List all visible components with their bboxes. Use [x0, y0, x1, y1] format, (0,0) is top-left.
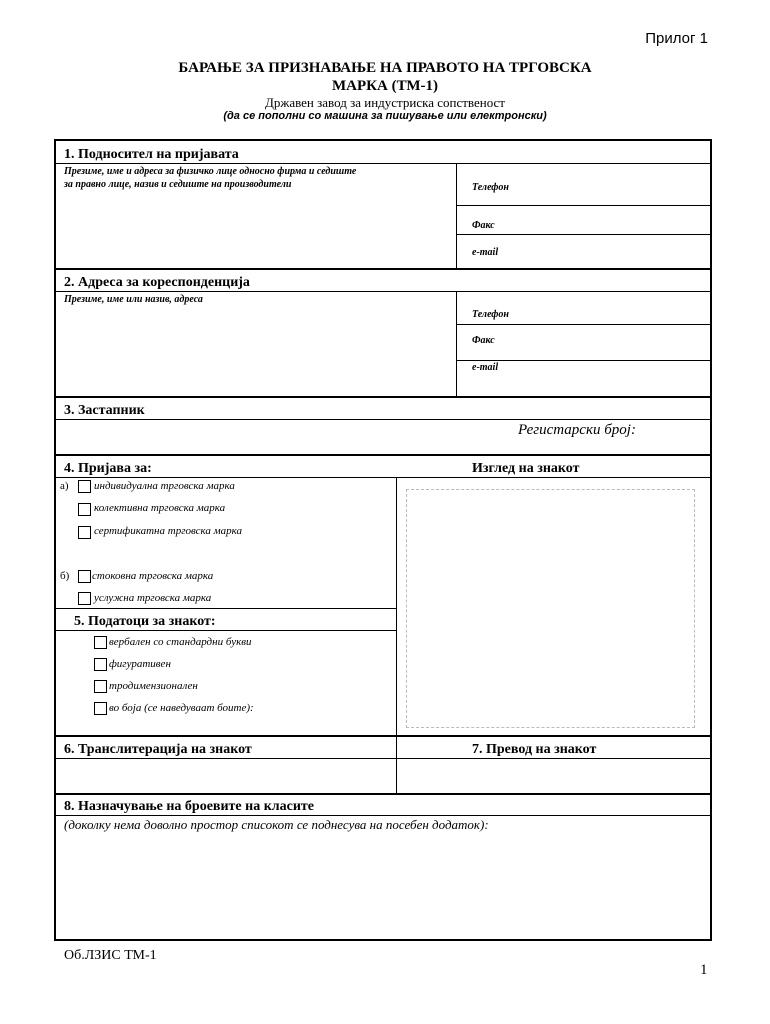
verbal-sign-label: вербален со стандардни букви — [109, 636, 252, 648]
section2-phone-label[interactable]: Телефон — [472, 309, 509, 320]
fill-instruction: (да се пополни со машина за пишување или електронски) — [223, 110, 547, 122]
divider — [56, 291, 710, 292]
application-form — [54, 139, 712, 941]
section-divider — [56, 454, 710, 456]
form-code-footer: Об.ЛЗИС ТМ-1 — [64, 948, 157, 963]
section7-heading: 7. Превод на знакот — [472, 742, 597, 757]
section4-heading: 4. Пријава за: — [64, 461, 152, 476]
three-dimensional-sign-label: тродимензионален — [109, 680, 198, 692]
individual-mark-label: индивидуална трговска марка — [94, 480, 235, 492]
option-group-b-label: б) — [60, 570, 70, 582]
sign-image-area[interactable] — [406, 489, 695, 728]
color-sign-checkbox[interactable] — [94, 702, 107, 715]
section-divider — [56, 396, 710, 398]
sign-appearance-heading: Изглед на знакот — [472, 461, 580, 476]
section1-phone-label[interactable]: Телефон — [472, 182, 509, 193]
section1-desc-line2: за правно лице, назив и седиште на производители — [64, 179, 292, 190]
certification-mark-checkbox[interactable] — [78, 526, 91, 539]
divider — [56, 815, 710, 816]
verbal-sign-checkbox[interactable] — [94, 636, 107, 649]
section5-heading: 5. Податоци за знакот: — [74, 614, 216, 629]
section8-note: (доколку нема доволно простор списокот се поднесува на посебен додаток): — [64, 817, 489, 832]
collective-mark-checkbox[interactable] — [78, 503, 91, 516]
registration-number-label[interactable]: Регистарски број: — [518, 422, 636, 438]
goods-mark-checkbox[interactable] — [78, 570, 91, 583]
issuing-office: Државен завод за индустриска сопственост — [264, 95, 505, 110]
divider — [56, 419, 710, 420]
divider — [456, 291, 457, 397]
option-group-a-label: а) — [60, 480, 69, 492]
section1-heading: 1. Подносител на пријавата — [64, 147, 239, 162]
form-title-line2: МАРКА (ТМ-1) — [331, 78, 439, 94]
certification-mark-label: сертификатна трговска марка — [94, 525, 243, 537]
section2-fax-label[interactable]: Факс — [472, 335, 495, 346]
divider — [56, 758, 710, 759]
divider — [56, 630, 396, 631]
divider — [56, 163, 710, 164]
service-mark-checkbox[interactable] — [78, 592, 91, 605]
divider — [396, 477, 397, 795]
service-mark-label: услужна трговска марка — [94, 592, 212, 604]
section2-heading: 2. Адреса за кореспонденција — [64, 275, 250, 290]
divider — [456, 163, 457, 269]
three-dimensional-sign-checkbox[interactable] — [94, 680, 107, 693]
figurative-sign-checkbox[interactable] — [94, 658, 107, 671]
divider — [56, 477, 710, 478]
section8-heading: 8. Назначување на броевите на класите — [64, 799, 314, 814]
color-sign-label: во боја (се наведуваат боите): — [109, 702, 254, 714]
individual-mark-checkbox[interactable] — [78, 480, 91, 493]
section3-heading: 3. Застапник — [64, 403, 145, 418]
section-divider — [56, 268, 710, 270]
divider — [456, 234, 712, 235]
divider — [456, 205, 712, 206]
section-divider — [56, 735, 710, 737]
form-title-line1: БАРАЊЕ ЗА ПРИЗНАВАЊЕ НА ПРАВОТО НА ТРГОВСКА — [178, 60, 592, 76]
section1-email-label[interactable]: e-mail — [472, 247, 499, 258]
section2-email-label[interactable]: e-mail — [472, 362, 499, 373]
section1-fax-label[interactable]: Факс — [472, 220, 495, 231]
section1-desc-line1: Презиме, име и адреса за физичко лице односно фирма и седиште — [64, 166, 357, 177]
section6-heading: 6. Транслитерација на знакот — [64, 742, 252, 757]
figurative-sign-label: фигуративен — [109, 658, 171, 670]
divider — [56, 608, 396, 609]
section2-desc: Презиме, име или назив, адреса — [64, 294, 203, 305]
page-number: 1 — [700, 962, 708, 978]
annex-label: Прилог 1 — [645, 30, 708, 47]
section-divider — [56, 793, 710, 795]
collective-mark-label: колективна трговска марка — [94, 502, 226, 514]
goods-mark-label: стоковна трговска марка — [92, 570, 214, 582]
divider — [456, 324, 712, 325]
